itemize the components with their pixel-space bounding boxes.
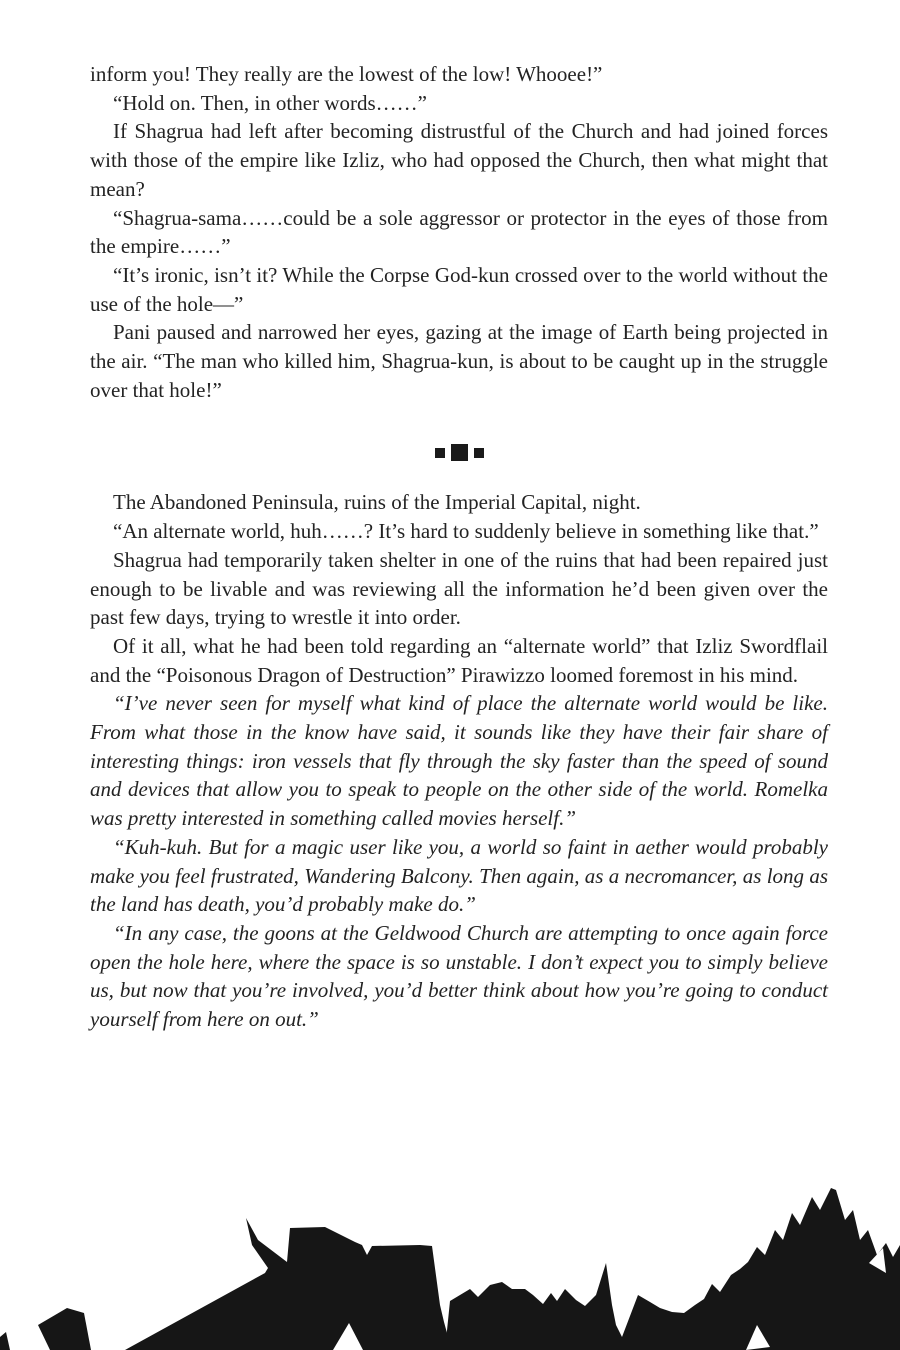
paragraph: If Shagrua had left after becoming distrustful of the Church and had joined forces with those of the empire like Izliz, who had opposed the Church, then what might that mean? bbox=[90, 119, 828, 201]
page-text bbox=[90, 60, 828, 1034]
paragraph-italic: “Kuh-kuh. But for a magic user like you, a world so faint in aether would probably make you feel frustrated, Wandering Balcony. Then again, as a necromancer, as long as the land has death, you’d probably make do.” bbox=[90, 834, 828, 917]
paragraph: “Shagrua-sama……could be a sole aggressor or protector in the eyes of those from the empire……” bbox=[90, 205, 828, 259]
ruins-silhouette-svg bbox=[0, 1185, 900, 1350]
scene-break-divider bbox=[90, 444, 828, 461]
ruins-silhouette-illustration bbox=[0, 1185, 900, 1350]
paragraph: “Hold on. Then, in other words……” bbox=[113, 90, 427, 115]
paragraph-italic: “I’ve never seen for myself what kind of place the alternate world would be like. From what those in the know have said, it sounds like they have their fair share of interesting things: iron vessels that fly through the sky faster than the speed of sound and devices that allow you to speak to people on the other side of the world. Romelka was pretty interested in something called movies herself.” bbox=[90, 691, 828, 831]
paragraph: Of it all, what he had been told regarding an “alternate world” that Izliz Swordflail and the “Poisonous Dragon of Destruction” Pirawizzo loomed foremost in his mind. bbox=[90, 633, 828, 687]
paragraph: “It’s ironic, isn’t it? While the Corpse God-kun crossed over to the world without the use of the hole—” bbox=[90, 262, 828, 316]
square-ornament-icon bbox=[474, 448, 484, 458]
paragraph-italic: “In any case, the goons at the Geldwood Church are attempting to once again force open the hole here, where the space is so unstable. I don’t expect you to simply believe us, but now that you’re involved, you’d better think about how you’re going to conduct yourself from here on out.” bbox=[90, 920, 828, 1032]
square-ornament-icon bbox=[451, 444, 468, 461]
paragraph: Pani paused and narrowed her eyes, gazing at the image of Earth being projected in the air. “The man who killed him, Shagrua-kun, is about to be caught up in the struggle over that hole!” bbox=[90, 320, 828, 402]
remembered-dialogue-block bbox=[90, 689, 828, 1033]
paragraph: “An alternate world, huh……? It’s hard to suddenly believe in something like that.” bbox=[113, 519, 819, 544]
scene-setting-line: The Abandoned Peninsula, ruins of the Imperial Capital, night. bbox=[113, 490, 641, 515]
square-ornament-icon bbox=[435, 448, 445, 458]
paragraph: inform you! They really are the lowest of the low! Whooee!” bbox=[90, 62, 603, 86]
paragraph: Shagrua had temporarily taken shelter in one of the ruins that had been repaired just enough to be livable and was reviewing all the information he’d been given over the past few days, trying to wrestle it into order. bbox=[90, 547, 828, 630]
